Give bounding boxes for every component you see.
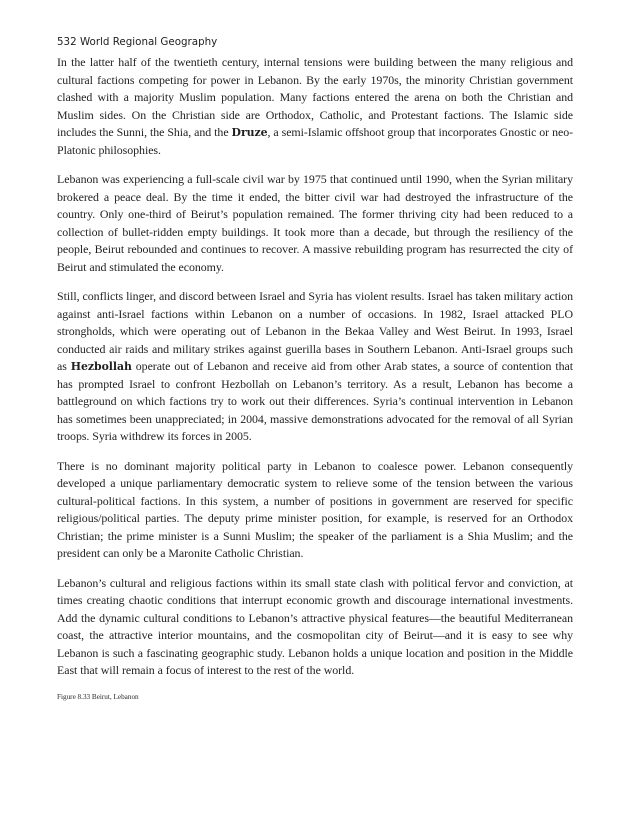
figure-caption: Figure 8.33 Beirut, Lebanon	[57, 692, 139, 701]
paragraph-factions: In the latter half of the twentieth century, internal tensions were building between the many religious and cultural factions competing for power in Lebanon. By the early 1970s, the minority Christian government clashed with a majority Muslim population. Many factions entered the arena on both the Christian and Muslim sides. On the Christian side are Orthodox, Catholic, and Protestant factions. The Islamic side includes the Sunni, the Shia, and the Druze, a semi-Islamic offshoot group that incorporates Gnostic or neo-Platonic philosophies.	[57, 55, 574, 157]
running-header	[57, 35, 573, 49]
paragraph-conflicts: Still, conflicts linger, and discord between Israel and Syria has violent results. Israel has taken military action against anti-Israel factions within Lebanon on a number of occasions. In 1982, Israel attacked PLO strongholds, which were operating out of Lebanon in the Bekaa Valley and West Beirut. In 1993, Israel conducted air raids and military strikes against guerilla bases in Southern Lebanon. Anti-Israel groups such as Hezbollah operate out of Lebanon and receive aid from other Arab states, a source of contention that has prompted Israel to confront Hezbollah on Lebanon’s territory. As a result, Lebanon has become a battleground on which factions try to work out their differences. Syria’s continual intervention in Lebanon has sometimes been unappreciated; in 2004, massive demonstrations advocated for the removal of all Syrian troops. Syria withdrew its forces in 2005.	[57, 289, 574, 443]
paragraph-conclusion: Lebanon’s cultural and religious factions within its small state clash with political fervor and conviction, at times creating chaotic conditions that interrupt economic growth and discourage international investments. Add the dynamic cultural conditions to Lebanon’s attractive physical features—the beautiful Mediterranean coast, the attractive interior mountains, and the cosmopolitan city of Beirut—and it is easy to see why Lebanon is such a fascinating geographic study. Lebanon holds a unique location and position in the Middle East that will remain a focus of interest to the rest of the world.	[57, 575, 573, 677]
paragraph-political-system: There is no dominant majority political party in Lebanon to coalesce power. Lebanon consequently developed a unique parliamentary democratic system to relieve some of the tension between the various cultural-political factions. In this system, a number of positions in government are reserved for specific religious/political parties. The deputy prime minister position, for example, is reserved for an Orthodox Christian; the prime minister is a Sunni Muslim; the speaker of the parliament is a Shia Muslim; and the president can only be a Maronite Catholic Christian.	[57, 458, 573, 560]
book-title: World Regional Geography	[79, 36, 218, 48]
term-hezbollah: Hezbollah	[70, 360, 132, 373]
document-page	[57, 35, 573, 702]
term-druze: Druze	[231, 126, 268, 139]
page-number: 532	[57, 36, 77, 48]
paragraph-civil-war: Lebanon was experiencing a full-scale civil war by 1975 that continued until 1990, when the Syrian military brokered a peace deal. By the time it ended, the bitter civil war had destroyed the infrastructure of the country. Only one-third of Beirut’s population remained. The former thriving city had been reduced to a collection of bullet-ridden empty buildings. It took more than a decade, but through the resiliency of the people, Beirut rebounded and continues to recover. A massive rebuilding program has resurrected the city of Beirut and stimulated the economy.	[57, 172, 573, 274]
